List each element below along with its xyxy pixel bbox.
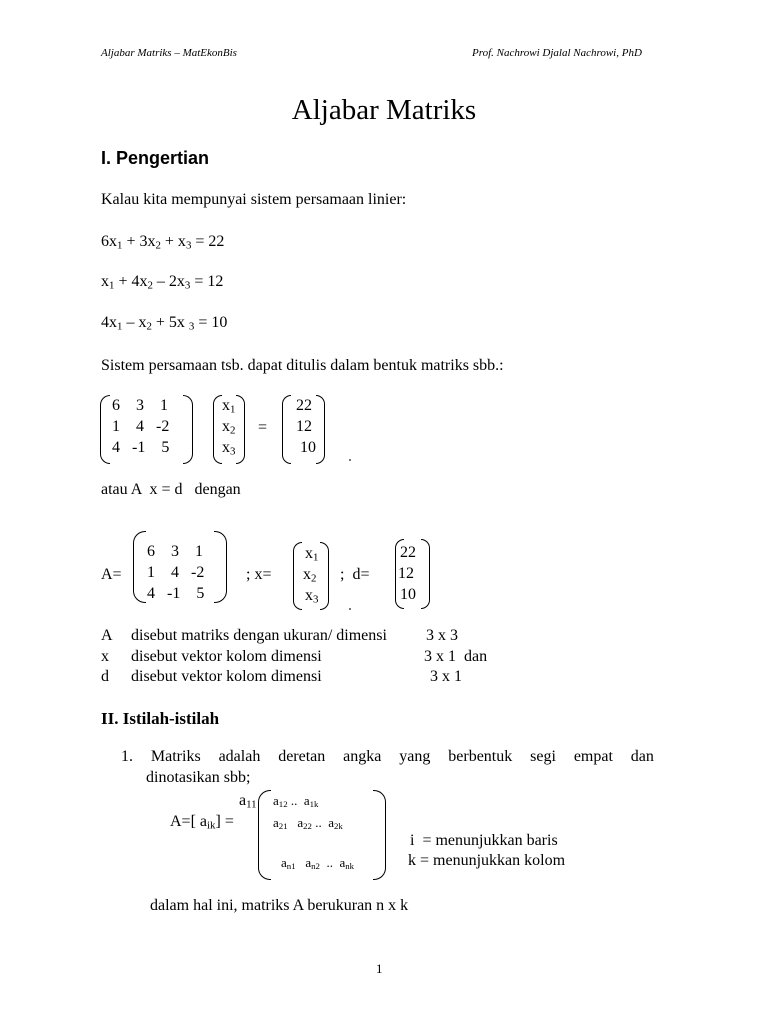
k-note: k = menunjukkan kolom bbox=[408, 852, 566, 869]
element-a11: $a_{11}$ bbox=[239, 792, 257, 811]
definition-symbol: d bbox=[101, 668, 109, 685]
general-matrix-bracket-right bbox=[373, 790, 386, 880]
section-1-heading: I. Pengertian bbox=[101, 148, 210, 168]
a-label: A= bbox=[101, 566, 122, 583]
intro-text: Kalau kita mempunyai sistem persamaan linier: bbox=[101, 191, 407, 208]
general-matrix-row-1: $a_{12}$ .. $a_{1k}$ bbox=[273, 793, 319, 810]
vector-d2-row-3: 10 bbox=[400, 586, 416, 603]
vector-d-bracket-left bbox=[282, 395, 291, 464]
header-left: Aljabar Matriks – MatEkonBis bbox=[101, 47, 237, 59]
matrix-a-row-1: 6 3 1 bbox=[112, 397, 168, 414]
equation-3: $4x_1 - x_2 + 5x$ $_3$ = 10 bbox=[101, 314, 228, 333]
vector-x-row-3: $x_3$ bbox=[222, 439, 236, 458]
general-matrix-row-n: $a_{n1}$ $a_{n2}$ .. $a_{nk}$ bbox=[281, 855, 355, 872]
word: yang bbox=[399, 748, 431, 765]
vector-x-row-2: $x_2$ bbox=[222, 418, 236, 437]
matrix-a2-row-3: 4 -1 5 bbox=[147, 585, 205, 602]
list-number: 1. bbox=[121, 748, 133, 765]
equation-1: $6x_1 + 3x_2 + x_3 = 22$ bbox=[101, 233, 225, 252]
definition-text: disebut vektor kolom dimensi bbox=[131, 668, 322, 685]
definition-text: disebut vektor kolom dimensi bbox=[131, 648, 322, 665]
word: adalah bbox=[218, 748, 261, 765]
i-note: i = menunjukkan baris bbox=[410, 832, 558, 849]
matrix-a2-bracket-left bbox=[133, 531, 146, 603]
vector-x2-row-3: $x_3$ bbox=[305, 587, 319, 606]
definition-dimension: 3 x 1 bbox=[426, 668, 462, 685]
atau-text: atau A x = d dengan bbox=[101, 481, 241, 498]
summary-text: dalam hal ini, matriks A berukuran n x k bbox=[150, 897, 409, 914]
definition-symbol: A bbox=[101, 627, 113, 644]
definition-text: disebut matriks dengan ukuran/ dimensi bbox=[131, 627, 387, 644]
vector-x2-row-1: $x_1$ bbox=[305, 545, 319, 564]
list-item-1-line-1 bbox=[121, 748, 654, 766]
vector-x2-bracket-right bbox=[320, 542, 329, 610]
section-2-heading: II. Istilah-istilah bbox=[101, 709, 220, 728]
matrix-a-row-2: 1 4 -2 bbox=[112, 418, 170, 435]
definition-dimension: 3 x 3 bbox=[426, 627, 458, 644]
matrix-a-bracket-right bbox=[183, 395, 193, 464]
general-matrix-bracket-left bbox=[258, 790, 271, 880]
definition-symbol: x bbox=[101, 648, 109, 665]
vector-d2-row-2: 12 bbox=[398, 565, 414, 582]
matrix-a2-row-1: 6 3 1 bbox=[147, 543, 203, 560]
vector-d2-row-1: 22 bbox=[400, 544, 416, 561]
word: dan bbox=[630, 748, 654, 765]
matrix-intro-text: Sistem persamaan tsb. dapat ditulis dalam bentuk matriks sbb.: bbox=[101, 357, 504, 374]
matrix-a2-row-2: 1 4 -2 bbox=[147, 564, 205, 581]
word: berbentuk bbox=[448, 748, 513, 765]
vector-d-row-1: 22 bbox=[296, 397, 312, 414]
vector-d-bracket-right bbox=[316, 395, 325, 464]
matrix-a-row-3: 4 -1 5 bbox=[112, 439, 170, 456]
list-item-1-line-2: dinotasikan sbb; bbox=[146, 769, 251, 786]
matrix-a-bracket-left bbox=[100, 395, 110, 464]
aik-label: A=[ $a_{ik}$] = bbox=[170, 813, 234, 832]
scan-speck bbox=[349, 608, 351, 610]
page-number: 1 bbox=[376, 961, 383, 976]
definition-dimension: 3 x 1 dan bbox=[424, 648, 488, 665]
header-right: Prof. Nachrowi Djalal Nachrowi, PhD bbox=[472, 47, 642, 59]
x-label: ; x= bbox=[246, 566, 272, 583]
general-matrix-row-2: $a_{21}$ $a_{22}$ .. $a_{2k}$ bbox=[273, 815, 343, 832]
vector-d2-bracket-right bbox=[421, 539, 430, 609]
vector-x2-bracket-left bbox=[293, 542, 302, 610]
matrix-a2-bracket-right bbox=[214, 531, 227, 603]
vector-x-row-1: $x_1$ bbox=[222, 397, 236, 416]
word: deretan bbox=[278, 748, 326, 765]
vector-d-row-2: 12 bbox=[296, 418, 312, 435]
word: segi bbox=[530, 748, 556, 765]
word: Matriks bbox=[150, 748, 201, 765]
page-title: Aljabar Matriks bbox=[291, 94, 477, 126]
vector-x2-row-2: $x_2$ bbox=[303, 566, 317, 585]
word: empat bbox=[573, 748, 613, 765]
equation-2: $x_1 + 4x_2 - 2x_3 = 12$ bbox=[101, 273, 224, 292]
equals-sign: = bbox=[258, 419, 268, 436]
word: angka bbox=[343, 748, 382, 765]
scan-speck bbox=[349, 459, 351, 461]
vector-x-bracket-left bbox=[213, 395, 222, 464]
d-label: ; d= bbox=[340, 566, 370, 583]
vector-x-bracket-right bbox=[236, 395, 245, 464]
vector-d-row-3: 10 bbox=[296, 439, 316, 456]
